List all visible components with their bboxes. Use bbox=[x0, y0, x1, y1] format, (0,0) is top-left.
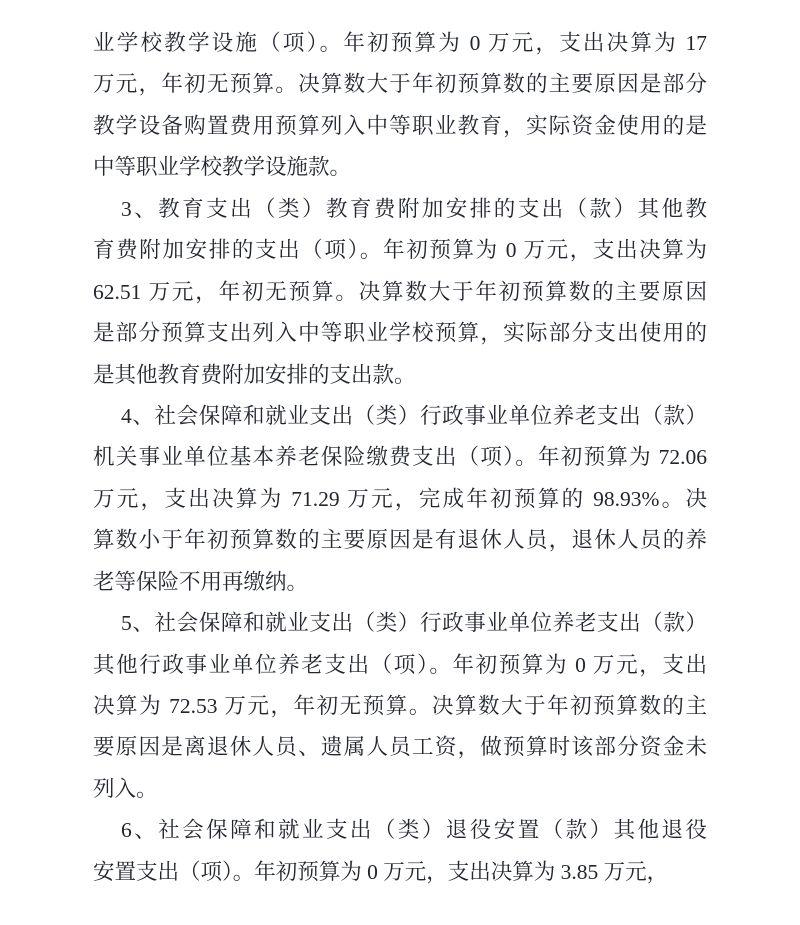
text-line: 4、社会保障和就业支出（类）行政事业单位养老支出（款） bbox=[121, 403, 707, 428]
text-line: 决算为 72.53 万元，年初无预算。决算数大于年初预算数的主 bbox=[93, 694, 707, 718]
text-line: 列入。 bbox=[93, 776, 158, 801]
text-line: 62.51 万元，年初无预算。决算数大于年初预算数的主要原因 bbox=[93, 279, 707, 304]
text-line: 是部分预算支出列入中等职业学校预算，实际部分支出使用的 bbox=[93, 321, 707, 346]
text-line: 6、社会保障和就业支出（类）退役安置（款）其他退役 bbox=[121, 818, 707, 843]
text-line: 万元，支出决算为 71.29 万元，完成年初预算的 98.93%。决 bbox=[93, 486, 707, 511]
text-line: 安置支出（项）。年初预算为 0 万元，支出决算为 3.85 万元， bbox=[93, 859, 669, 884]
text-line: 中等职业学校教学设施款。 bbox=[93, 155, 352, 180]
text-line: 是其他教育费附加安排的支出款。 bbox=[93, 362, 416, 387]
text-line: 算数小于年初预算数的主要原因是有退休人员，退休人员的养 bbox=[93, 528, 707, 553]
text-line: 其他行政事业单位养老支出（项）。年初预算为 0 万元，支出 bbox=[93, 652, 707, 677]
text-line: 业学校教学设施（项）。年初预算为 0 万元，支出决算为 17 bbox=[93, 31, 707, 55]
text-line: 要原因是离退休人员、遗属人员工资，做预算时该部分资金未 bbox=[93, 735, 707, 760]
text-line: 5、社会保障和就业支出（类）行政事业单位养老支出（款） bbox=[121, 611, 707, 636]
document-body bbox=[93, 23, 707, 893]
paragraph-2 bbox=[93, 189, 707, 396]
text-line: 老等保险不用再缴纳。 bbox=[93, 569, 309, 594]
paragraph-3 bbox=[93, 396, 707, 603]
text-line: 3、教育支出（类）教育费附加安排的支出（款）其他教 bbox=[121, 196, 707, 221]
paragraph-1 bbox=[93, 23, 707, 189]
text-line: 教学设备购置费用预算列入中等职业教育，实际资金使用的是 bbox=[93, 113, 707, 138]
text-line: 万元，年初无预算。决算数大于年初预算数的主要原因是部分 bbox=[93, 72, 707, 97]
paragraph-4 bbox=[93, 603, 707, 810]
text-line: 育费附加安排的支出（项）。年初预算为 0 万元，支出决算为 bbox=[93, 238, 707, 263]
paragraph-5 bbox=[93, 810, 707, 893]
text-line: 机关事业单位基本养老保险缴费支出（项）。年初预算为 72.06 bbox=[93, 445, 707, 470]
